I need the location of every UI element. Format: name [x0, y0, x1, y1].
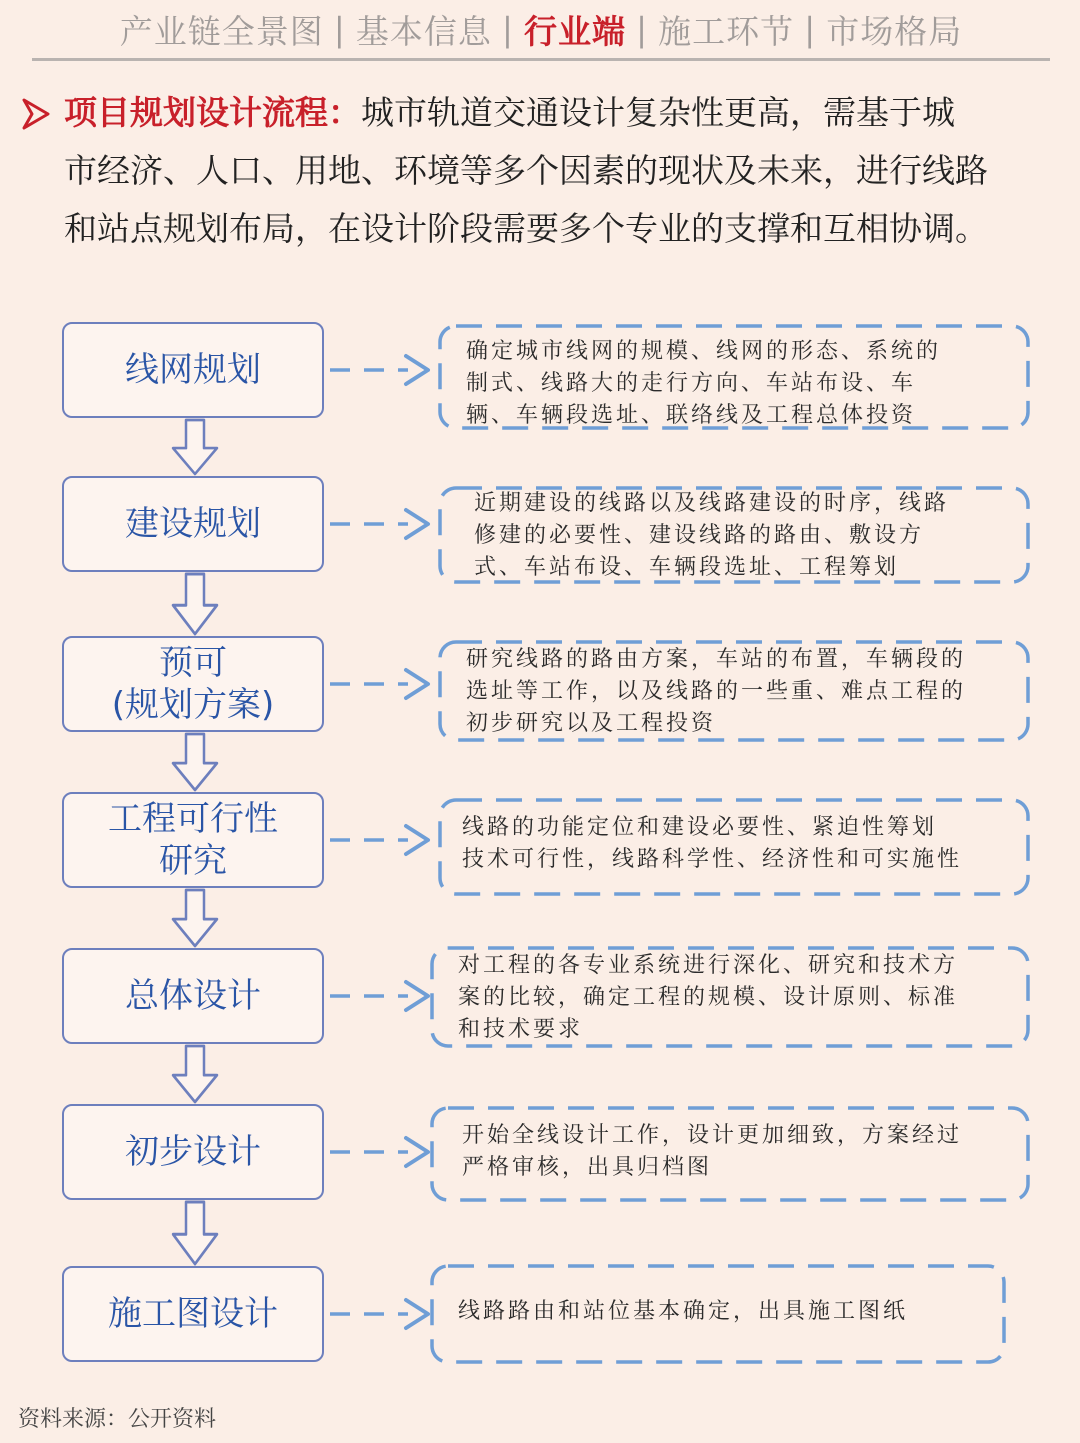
- step-label: 工程可行性 研究: [108, 799, 278, 881]
- intro-heading: 项目规划设计流程：: [64, 93, 361, 132]
- nav-item-basic-info[interactable]: 基本信息: [355, 11, 492, 51]
- step-box-construction-drawing: [62, 1266, 324, 1362]
- down-arrow-icon: [173, 1202, 217, 1264]
- step-box-feasibility-study: [62, 792, 324, 888]
- connector-arrow-icon: [406, 670, 428, 698]
- step-label: 线网规划: [125, 350, 261, 390]
- step-box-network-planning: [62, 322, 324, 418]
- step-label: 施工图设计: [108, 1294, 278, 1334]
- desc-feasibility-study: 线路的功能定位和建设必要性、紧迫性筹划 技术可行性，线路科学性、经济性和可实施性: [462, 815, 963, 872]
- step-label: 总体设计: [125, 976, 261, 1016]
- connector-arrow-icon: [406, 982, 428, 1010]
- nav-separator: |: [636, 9, 649, 49]
- intro-line-3: 和站点规划布局，在设计阶段需要多个专业的支撑和互相协调。: [64, 209, 988, 248]
- connector-arrow-icon: [406, 356, 428, 384]
- nav-separator: |: [501, 9, 514, 49]
- step-box-overall-design: [62, 948, 324, 1044]
- connector-arrow-icon: [406, 510, 428, 538]
- desc-construction-planning: 近期建设的线路以及线路建设的时序，线路 修建的必要性、建设线路的路由、敷设方 式、车站布设、车辆段选址、工程筹划: [474, 491, 950, 580]
- desc-overall-design: 对工程的各专业系统进行深化、研究和技术方 案的比较，确定工程的规模、设计原则、标准 和技术要求: [458, 953, 959, 1042]
- source-note: 资料来源：公开资料: [18, 1407, 217, 1432]
- step-label: 建设规划: [125, 504, 261, 544]
- down-arrow-icon: [173, 734, 217, 790]
- down-arrow-icon: [173, 890, 217, 946]
- down-arrow-icon: [173, 1046, 217, 1102]
- step-box-construction-planning: [62, 476, 324, 572]
- nav-separator: |: [804, 9, 817, 49]
- down-arrow-icon: [173, 574, 217, 634]
- nav-item-market[interactable]: 市场格局: [826, 11, 963, 51]
- connector-arrow-icon: [406, 1300, 428, 1328]
- step-label: 初步设计: [125, 1132, 261, 1172]
- nav-separator: |: [333, 9, 346, 49]
- intro-text-1: 城市轨道交通设计复杂性更高，需基于城: [361, 93, 955, 132]
- step-label: 预可 (规划方案): [111, 643, 275, 725]
- desc-preliminary-design: 开始全线设计工作，设计更加细致，方案经过 严格审核，出具归档图: [462, 1123, 963, 1180]
- nav-item-construction[interactable]: 施工环节: [658, 11, 795, 51]
- nav-item-industry-side[interactable]: 行业端: [524, 11, 626, 51]
- down-arrow-icon: [173, 420, 217, 474]
- desc-network-planning: 确定城市线网的规模、线网的形态、系统的 制式、线路大的走行方向、车站布设、车 辆、车辆段选址、联络线及工程总体投资: [466, 339, 942, 428]
- nav-item-industry-map[interactable]: 产业链全景图: [119, 11, 324, 51]
- desc-construction-drawing: 线路路由和站位基本确定，出具施工图纸: [458, 1299, 909, 1324]
- connector-arrow-icon: [406, 1138, 428, 1166]
- connector-arrow-icon: [406, 826, 428, 854]
- desc-pre-feasibility: 研究线路的路由方案，车站的布置，车辆段的 选址等工作，以及线路的一些重、难点工程的 初步研究以及工程投资: [466, 647, 967, 736]
- step-box-preliminary-design: [62, 1104, 324, 1200]
- intro-line-2: 市经济、人口、用地、环境等多个因素的现状及未来，进行线路: [64, 151, 988, 190]
- step-box-pre-feasibility: [62, 636, 324, 732]
